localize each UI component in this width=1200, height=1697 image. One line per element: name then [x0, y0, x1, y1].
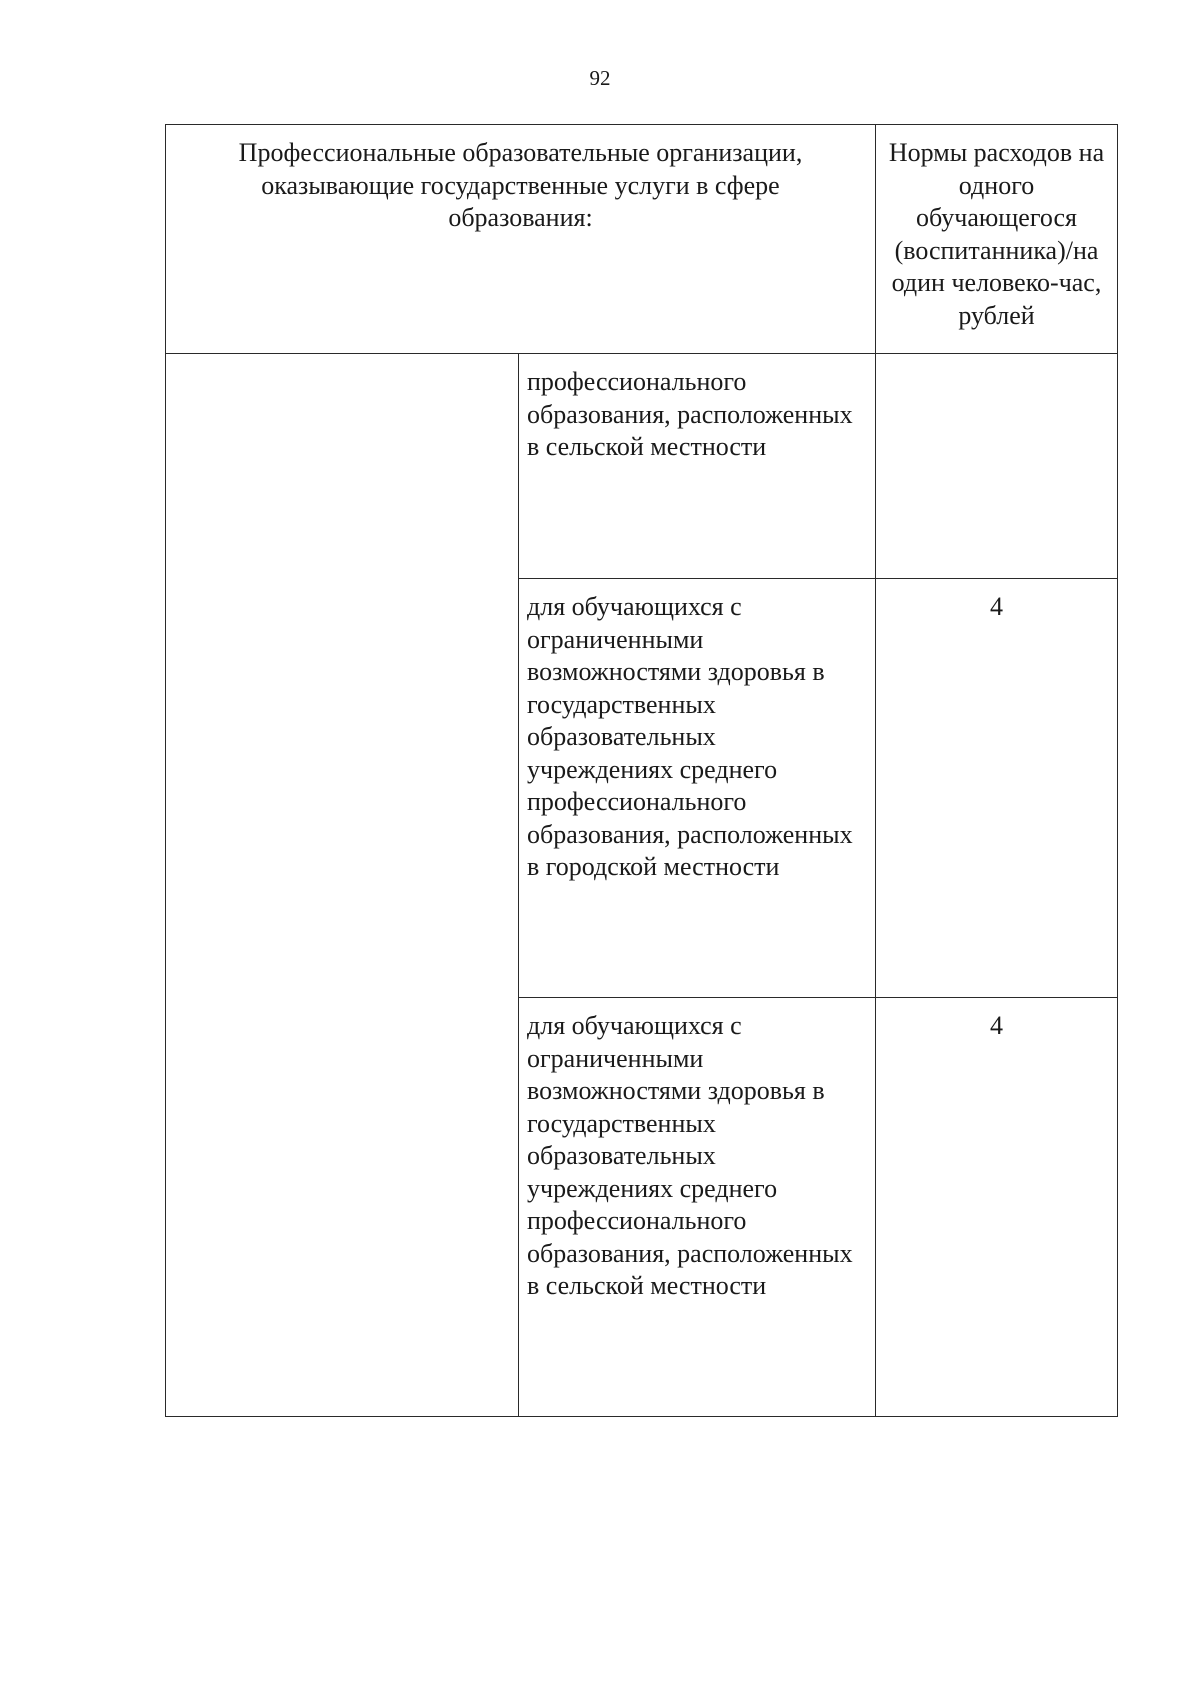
table-row: [166, 354, 1118, 579]
header-norms: Нормы расходов на одного обучающегося (воспитанника)/на один человеко-час, рублей: [876, 125, 1118, 354]
page-number: 92: [589, 66, 611, 90]
table-header-row: [166, 125, 1118, 354]
row-value: [876, 354, 1118, 579]
row-description: для обучающихся с ограниченными возможностями здоровья в государственных образовательных учреждениях среднего профессионального образования, расположенных в сельской местности: [519, 998, 876, 1417]
header-organizations: Профессиональные образовательные организации, оказывающие государственные услуги в сфере образования:: [166, 125, 876, 354]
row-description: профессионального образования, расположенных в сельской местности: [519, 354, 876, 579]
row-description: для обучающихся с ограниченными возможностями здоровья в государственных образовательных учреждениях среднего профессионального образования, расположенных в городской местности: [519, 579, 876, 998]
norms-table: [165, 124, 1118, 1417]
organization-merged-cell: [166, 354, 519, 1417]
row-value: 4: [876, 579, 1118, 998]
row-value: 4: [876, 998, 1118, 1417]
